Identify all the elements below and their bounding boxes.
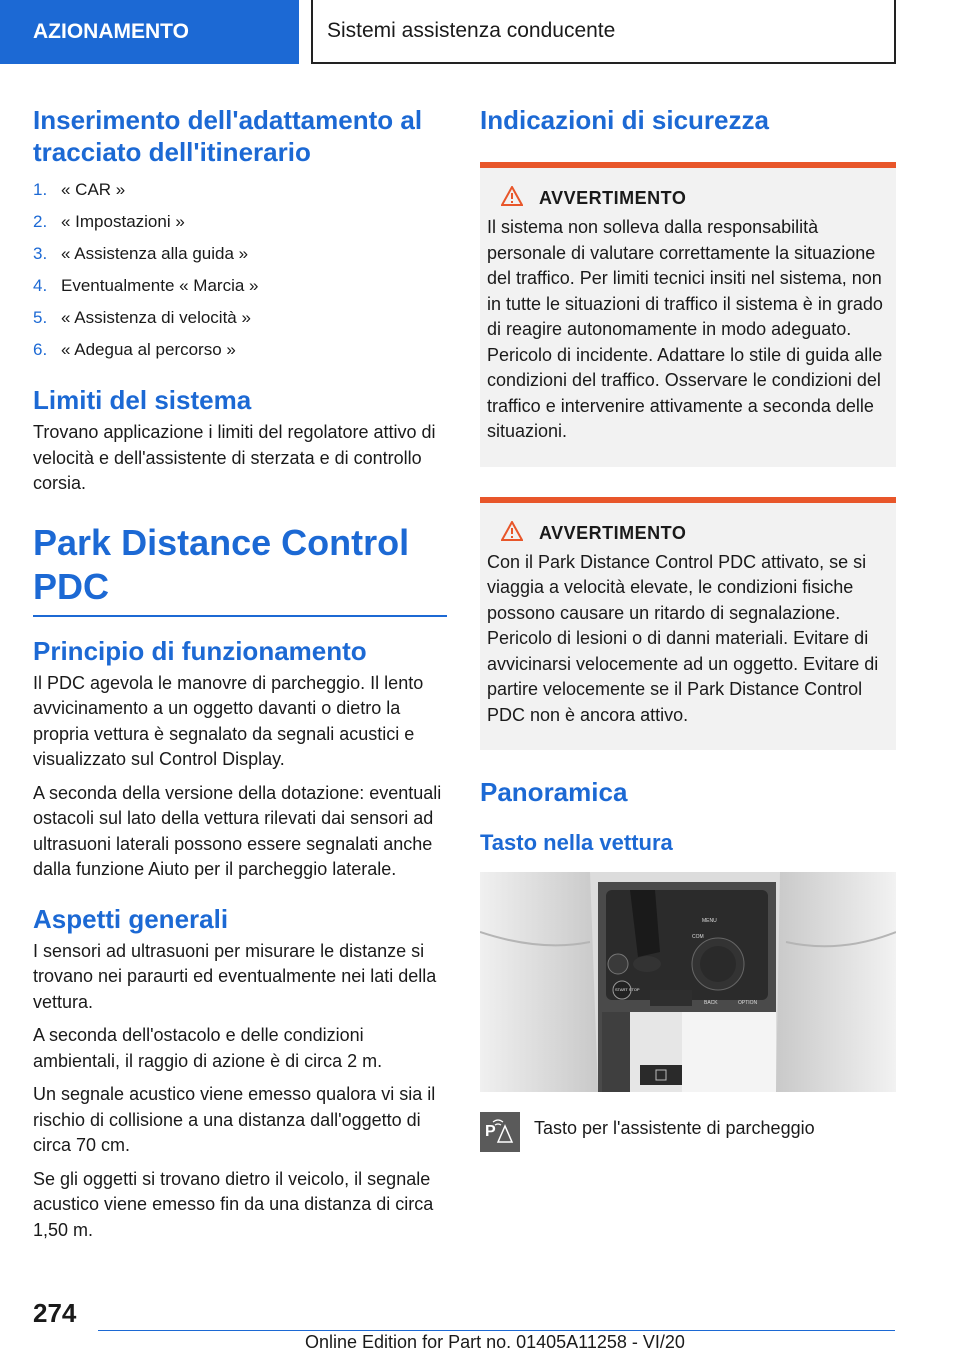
step-item (33, 270, 447, 302)
warning-text-1: Il sistema non solleva dalla responsabilità personale di valutare correttamente la situazione del traffico. Per limiti tecnici insiti nel sistema, non in tutte le situazioni di traffico il sistema è in grado di reagire autonomamente in modo adeguato. Pericolo di incidente. Adattare lo stile di guida alle condizioni del traffico. Osservare le condizioni del traffico e intervenire attivamente a seconda delle situazioni. (487, 217, 883, 441)
step-text: « Adegua al percorso » (61, 340, 236, 359)
system-limits-heading: Limiti del sistema (33, 385, 252, 415)
general-paragraph-2: A seconda dell'ostacolo e delle condizioni ambientali, il raggio di azione è di circa 2 m. (33, 1025, 383, 1071)
step-item (33, 174, 447, 206)
overview-heading: Panoramica (480, 777, 628, 807)
step-number: 3. (33, 244, 48, 263)
footer-divider (98, 1330, 895, 1331)
menu-label: MENU (702, 918, 717, 924)
step-text: « Assistenza alla guida » (61, 244, 249, 263)
step-text: « CAR » (61, 180, 126, 199)
warning-triangle-icon (501, 521, 523, 546)
step-number: 6. (33, 340, 48, 359)
step-text: Eventualmente « Marcia » (61, 276, 259, 295)
right-column (480, 104, 896, 1157)
pdc-chapter-heading: Park Distance Control PDC (33, 521, 447, 617)
warning-box-1 (480, 162, 896, 467)
chapter-title: Sistemi assistenza conducente (311, 0, 896, 64)
button-in-car-heading: Tasto nella vettura (480, 830, 673, 855)
step-item (33, 302, 447, 334)
step-item (33, 334, 447, 366)
section-tab: AZIONAMENTO (0, 0, 299, 64)
general-paragraph-4: Se gli oggetti si trovano dietro il veicolo, il segnale acustico viene emesso fin da una distanza di circa 1,50 m. (33, 1168, 434, 1240)
safety-heading: Indicazioni di sicurezza (480, 105, 769, 135)
edition-text: Online Edition for Part no. 01405A11258 - VI/20 (305, 1332, 685, 1352)
steps-list (33, 174, 447, 366)
back-label: BACK (704, 1000, 718, 1006)
system-limits-text: Trovano applicazione i limiti del regolatore attivo di velocità e dell'assistente di sterzata e di controllo corsia. (33, 422, 436, 493)
button-caption-row (480, 1112, 896, 1157)
option-label: OPTION (738, 1000, 758, 1006)
principle-heading: Principio di funzionamento (33, 635, 367, 666)
step-number: 1. (33, 180, 48, 199)
warning-title-1: AVVERTIMENTO (539, 188, 687, 208)
general-heading: Aspetti generali (33, 903, 229, 934)
step-text: « Impostazioni » (61, 212, 185, 231)
step-number: 4. (33, 276, 48, 295)
warning-triangle-icon (501, 186, 523, 211)
left-column (33, 104, 447, 1243)
com-label: COM (692, 934, 704, 940)
center-console-photo (480, 872, 896, 1092)
svg-text:P: P (485, 1123, 496, 1140)
warning-title-2: AVVERTIMENTO (539, 522, 687, 543)
start-stop-label: START STOP (615, 987, 640, 992)
principle-paragraph-2: A seconda della versione della dotazione: eventuali ostacoli sul lato della vettura rilevati dai sensori ad ultrasuoni laterali possono essere segnalati anche dalla funzione Aiuto per il parcheggio laterale. (33, 782, 442, 879)
step-number: 2. (33, 212, 48, 231)
warning-text-2: Con il Park Distance Control PDC attivato, se si viaggia a velocità elevate, le condizioni fisiche possono causare un ritardo di segnalazione. Pericolo di lesioni o di danni materiali. Evitare di avvicinarsi velocemente ad un oggetto. Evitare di partire velocemente se il Park Distance Control PDC non è ancora attivo. (487, 551, 879, 725)
step-number: 5. (33, 308, 48, 327)
page-number: 274 (33, 1298, 77, 1328)
route-adaptation-heading: Inserimento dell'adattamento al tracciato dell'itinerario (33, 105, 423, 167)
button-caption: Tasto per l'assistente di parcheggio (534, 1118, 815, 1138)
step-text: « Assistenza di velocità » (61, 308, 251, 327)
general-paragraph-3: Un segnale acustico viene emesso qualora vi sia il rischio di collisione a una distanza dall'oggetto di circa 70 cm. (33, 1084, 436, 1155)
step-item (33, 238, 447, 270)
warning-box-2 (480, 497, 896, 751)
general-paragraph-1: I sensori ad ultrasuoni per misurare le distanze si trovano nei paraurti ed eventualmente nei lati della vettura. (33, 940, 437, 1012)
principle-paragraph-1: Il PDC agevola le manovre di parcheggio. Il lento avvicinamento a un oggetto davanti o dietro la propria vettura è segnalato da segnali acustici e visualizzato sul Control Display. (33, 672, 424, 769)
parking-assistant-icon (480, 1112, 520, 1157)
step-item (33, 206, 447, 238)
